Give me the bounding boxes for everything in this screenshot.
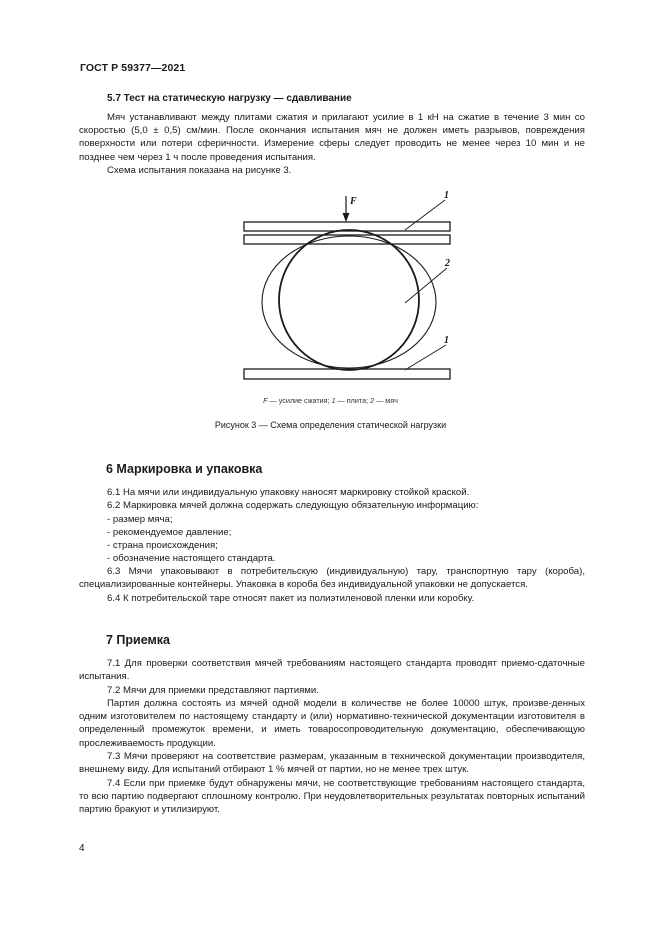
paragraph-7-3: 7.3 Мячи проверяют на соответствие размерам, указанным в технической документации производителя, внешнему виду. Для испытаний отбирают 1 % мячей от партии, но не менее трех штук. bbox=[79, 751, 585, 776]
paragraph-7-1: 7.1 Для проверки соответствия мячей требованиям настоящего стандарта проводят приемо-сдаточные испытания. bbox=[79, 658, 585, 683]
leader-line-plate-top bbox=[405, 200, 445, 230]
label-plate-top: 1 bbox=[444, 190, 449, 201]
force-arrow-head bbox=[343, 213, 350, 222]
section-6-heading: 6 Маркировка и упаковка bbox=[106, 462, 263, 476]
legend-f: F bbox=[263, 396, 268, 405]
figure-caption: Рисунок 3 — Схема определения статической нагрузки bbox=[214, 420, 447, 430]
section-5-7-paragraph: Мяч устанавливают между плитами сжатия и прилагают усилие в 1 кН на сжатие в течение 3 мин со скоростью (5,0 ± 0,5) см/мин. После окончания испытания мяч не должен иметь разрывов, повреждения поверхности или потери сферичности. Измерение сферы следует проводить не менее через 10 мин и не позднее чем через 1 ч после проведения испытания. bbox=[79, 112, 585, 163]
figure-reference-text: Схема испытания показана на рисунке 3. bbox=[107, 165, 292, 176]
list-item: - рекомендуемое давление; bbox=[107, 527, 232, 538]
list-item: - размер мяча; bbox=[107, 514, 173, 525]
legend-2: 2 bbox=[370, 396, 375, 405]
leader-line-ball bbox=[405, 268, 447, 303]
document-header: ГОСТ Р 59377—2021 bbox=[80, 62, 186, 74]
force-label: F bbox=[350, 196, 357, 207]
legend-text-2: — плита; bbox=[335, 396, 371, 405]
paragraph-6-3: 6.3 Мячи упаковывают в потребительскую (индивидуальную) тару, транспортную тару (короба), специализированные контейнеры. Упаковка в короба без индивидуальной упаковки не допускается. bbox=[79, 566, 585, 591]
paragraph-7-4: 7.4 Если при приемке будут обнаружены мячи, не соответствующие требованиям настоящего стандарта, то всю партию подвергают сплошному контролю. При неудовлетворительных результатах повторных испытаний партию бракуют и утилизируют. bbox=[79, 778, 585, 816]
section-7-heading: 7 Приемка bbox=[106, 633, 170, 647]
legend-text-1: — усилие сжатия; bbox=[267, 396, 332, 405]
figure-legend bbox=[0, 396, 661, 405]
ball-deformed-outline bbox=[262, 236, 436, 368]
paragraph-6-1: 6.1 На мячи или индивидуальную упаковку наносят маркировку стойкой краской. bbox=[107, 487, 470, 498]
list-item: - страна происхождения; bbox=[107, 540, 218, 551]
paragraph-7-2-batch: Партия должна состоять из мячей одной модели в количестве не более 10000 штук, произве-денных одним изготовителем по настоящему стандарту и (или) нормативно-технической документации изготовителя в определенный промежуток времени, и иметь товаросопроводительную документацию, обеспечивающую прослеживаемость продукции. bbox=[79, 698, 585, 749]
page-number: 4 bbox=[79, 843, 85, 854]
label-plate-bottom: 1 bbox=[444, 335, 449, 346]
paragraph-6-2: 6.2 Маркировка мячей должна содержать следующую обязательную информацию: bbox=[107, 500, 479, 511]
section-5-7-title: 5.7 Тест на статическую нагрузку — сдавливание bbox=[107, 93, 352, 104]
paragraph-7-2: 7.2 Мячи для приемки представляют партиями. bbox=[107, 685, 319, 696]
label-ball: 2 bbox=[445, 258, 450, 269]
list-item: - обозначение настоящего стандарта. bbox=[107, 553, 276, 564]
legend-1: 1 bbox=[331, 396, 336, 405]
legend-text-3: — мяч bbox=[374, 396, 398, 405]
paragraph-6-4: 6.4 К потребительской таре относят пакет из полиэтиленовой пленки или коробку. bbox=[107, 593, 475, 604]
static-load-test-diagram bbox=[0, 0, 661, 400]
ball-circle bbox=[279, 230, 419, 370]
